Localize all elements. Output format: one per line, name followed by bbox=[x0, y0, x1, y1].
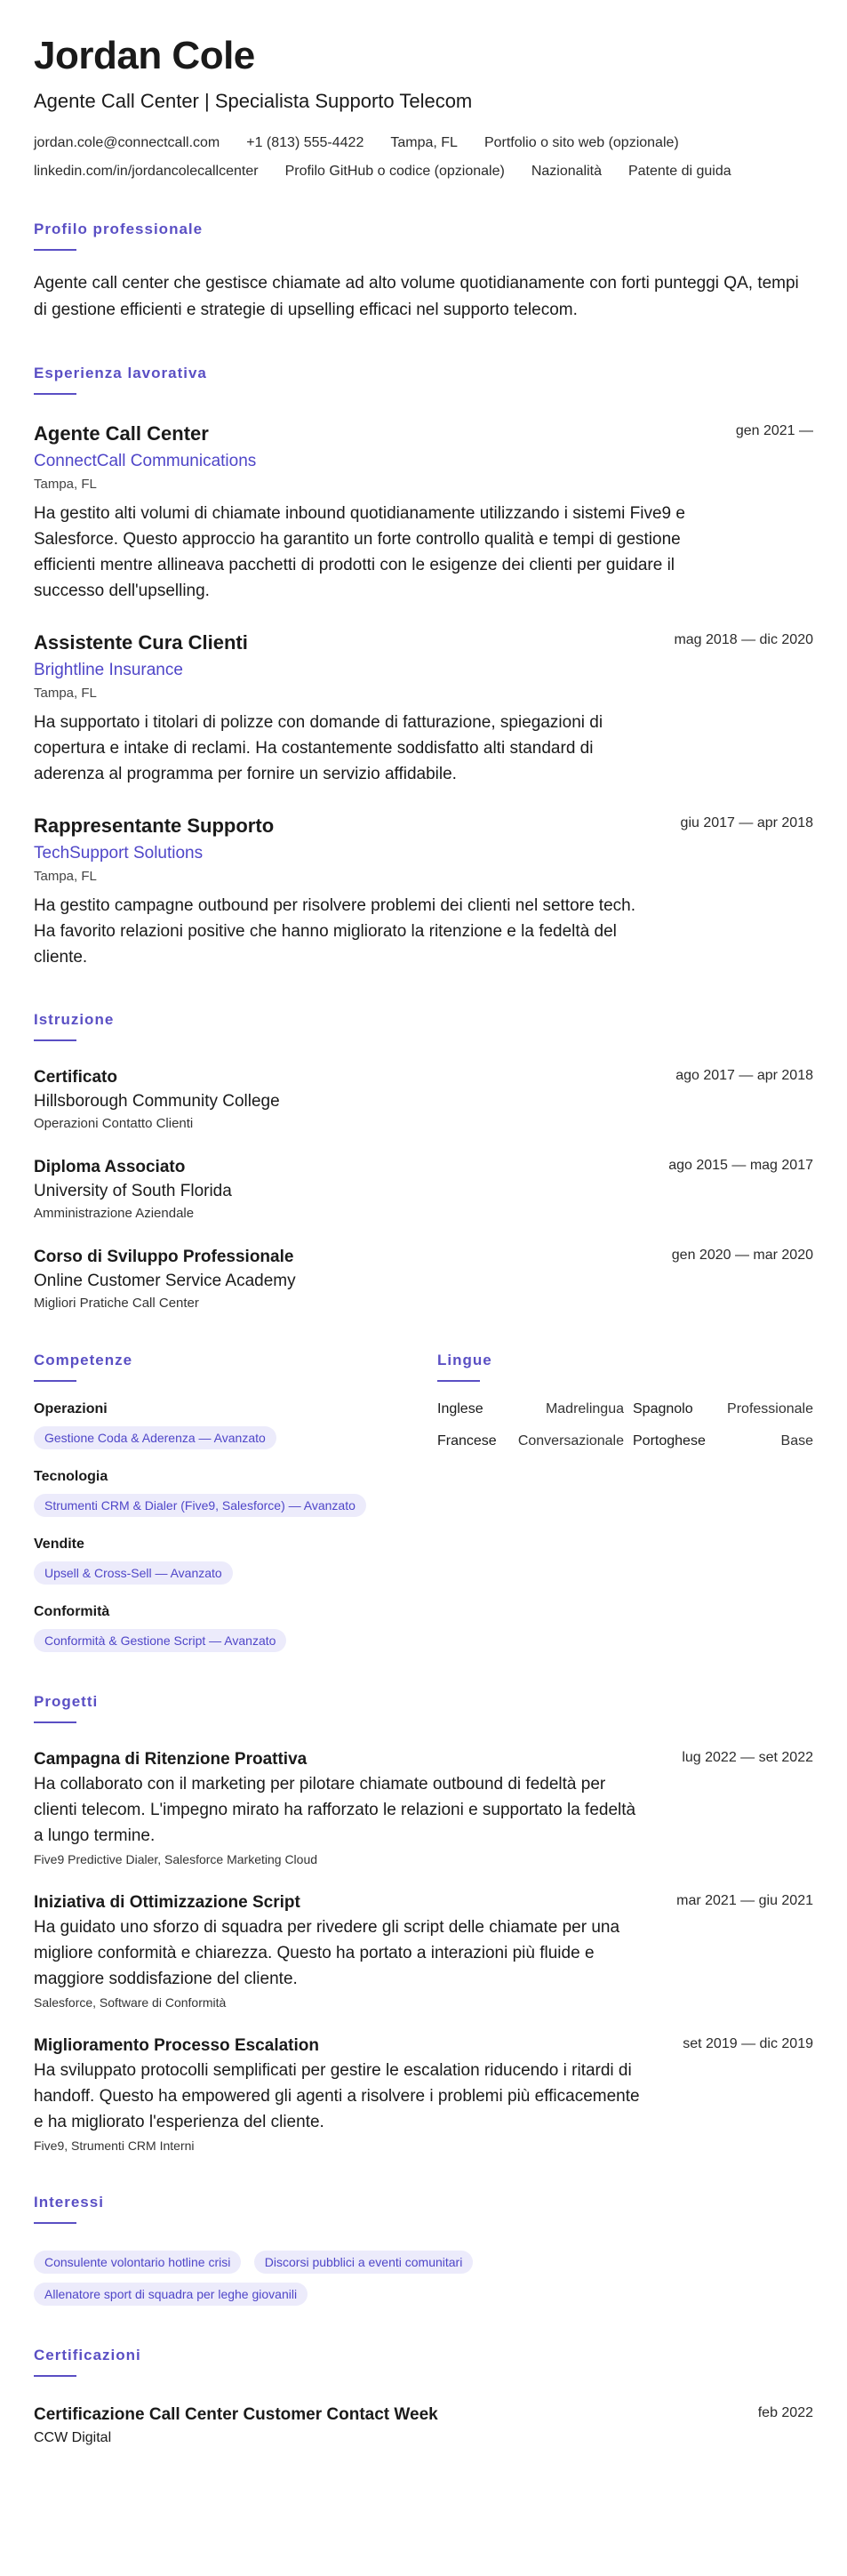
job-location: Tampa, FL bbox=[34, 869, 97, 884]
degree: Diploma Associato bbox=[34, 1158, 186, 1176]
language-level: Base bbox=[780, 1433, 813, 1448]
job-description: Ha supportato i titolari di polizze con domande di fatturazione, spiegazioni di copertura e intake di reclami. Ha costantemente soddisfatto alti standard di aderenza al programma per fornire un servizio affidabile. bbox=[34, 713, 603, 783]
education-item bbox=[34, 1066, 813, 1131]
company-name: ConnectCall Communications bbox=[34, 452, 257, 470]
project-name: Miglioramento Processo Escalation bbox=[34, 2036, 319, 2055]
interest-pill: Consulente volontario hotline crisi bbox=[34, 2251, 241, 2274]
section-title: Esperienza lavorativa bbox=[34, 365, 207, 381]
school: Online Customer Service Academy bbox=[34, 1272, 296, 1290]
section-divider bbox=[34, 2375, 76, 2377]
experience-date: giu 2017 — apr 2018 bbox=[680, 815, 813, 831]
language-name: Portoghese bbox=[633, 1433, 706, 1448]
skill-pill: Conformità & Gestione Script — Avanzato bbox=[34, 1629, 286, 1652]
project-item bbox=[34, 1891, 813, 2010]
contact-portfolio[interactable]: Portfolio o sito web (opzionale) bbox=[483, 135, 679, 150]
field-of-study: Amministrazione Aziendale bbox=[34, 1206, 195, 1221]
skill-pill: Strumenti CRM & Dialer (Five9, Salesforce) — Avanzato bbox=[34, 1494, 366, 1517]
contact-linkedin[interactable]: linkedin.com/in/jordancolecallcenter bbox=[34, 164, 259, 179]
experience-item bbox=[34, 421, 813, 604]
contact-phone[interactable]: +1 (813) 555-4422 bbox=[246, 135, 364, 150]
section-title: Lingue bbox=[437, 1352, 492, 1368]
contact-list bbox=[34, 135, 813, 180]
contact-driving-license: Patente di guida bbox=[627, 164, 731, 179]
skill-group bbox=[34, 1469, 437, 1517]
project-date: mar 2021 — giu 2021 bbox=[676, 1893, 813, 1908]
project-description: Ha collaborato con il marketing per pilotare chiamate outbound di fedeltà per clienti telecom. L'impegno mirato ha rafforzato le relazioni e supportato la fedeltà a lungo termine. bbox=[34, 1775, 636, 1845]
certification-name: Certificazione Call Center Customer Contact Week bbox=[34, 2405, 438, 2424]
language-name: Inglese bbox=[437, 1401, 483, 1416]
language-level: Professionale bbox=[727, 1401, 813, 1416]
education-date: gen 2020 — mar 2020 bbox=[671, 1248, 813, 1263]
summary-section bbox=[34, 221, 813, 324]
section-divider bbox=[34, 1721, 76, 1723]
skill-pill: Upsell & Cross-Sell — Avanzato bbox=[34, 1561, 233, 1585]
project-tech: Salesforce, Software di Conformità bbox=[34, 1995, 227, 2010]
certification-issuer: CCW Digital bbox=[34, 2430, 112, 2445]
skill-category: Vendite bbox=[34, 1537, 84, 1552]
experience-date: gen 2021 — bbox=[735, 423, 813, 438]
experience-section bbox=[34, 365, 813, 970]
company-name: TechSupport Solutions bbox=[34, 844, 204, 863]
language-name: Francese bbox=[437, 1433, 497, 1448]
skill-group bbox=[34, 1401, 437, 1449]
education-date: ago 2017 — apr 2018 bbox=[675, 1068, 813, 1083]
job-location: Tampa, FL bbox=[34, 477, 97, 492]
section-divider bbox=[34, 1039, 76, 1041]
school: Hillsborough Community College bbox=[34, 1092, 280, 1111]
contact-nationality: Nazionalità bbox=[531, 164, 602, 179]
interest-pill: Discorsi pubblici a eventi comunitari bbox=[254, 2251, 474, 2274]
experience-date: mag 2018 — dic 2020 bbox=[674, 632, 813, 647]
field-of-study: Operazioni Contatto Clienti bbox=[34, 1116, 194, 1131]
language-level: Madrelingua bbox=[545, 1401, 624, 1416]
project-item bbox=[34, 1748, 813, 1866]
certification-item bbox=[34, 2403, 813, 2446]
contact-github[interactable]: Profilo GitHub o codice (opzionale) bbox=[284, 164, 505, 179]
contact-location: Tampa, FL bbox=[390, 135, 458, 150]
projects-section bbox=[34, 1693, 813, 2153]
summary-text: Agente call center che gestisce chiamate ad alto volume quotidianamente con forti punteggi QA, tempi di gestione efficienti e strategie di upselling efficaci nel supporto telecom. bbox=[34, 274, 799, 319]
degree: Corso di Sviluppo Professionale bbox=[34, 1248, 294, 1266]
candidate-name: Jordan Cole bbox=[34, 34, 255, 77]
job-description: Ha gestito campagne outbound per risolvere problemi dei clienti nel settore tech. Ha favorito relazioni positive che hanno migliorato la ritenzione e la fedeltà del cliente. bbox=[34, 896, 635, 967]
experience-item bbox=[34, 814, 813, 970]
section-divider bbox=[34, 393, 76, 395]
job-title: Rappresentante Supporto bbox=[34, 815, 275, 837]
skill-category: Tecnologia bbox=[34, 1469, 108, 1484]
languages-section bbox=[437, 1352, 813, 1652]
job-title: Assistente Cura Clienti bbox=[34, 631, 248, 654]
section-title: Profilo professionale bbox=[34, 221, 204, 237]
section-title: Istruzione bbox=[34, 1011, 115, 1028]
section-divider bbox=[34, 1380, 76, 1382]
certification-date: feb 2022 bbox=[757, 2405, 813, 2420]
headline: Agente Call Center | Specialista Supporto Telecom bbox=[34, 90, 473, 112]
project-date: set 2019 — dic 2019 bbox=[683, 2036, 813, 2051]
education-item bbox=[34, 1246, 813, 1311]
section-divider bbox=[34, 2222, 76, 2224]
degree: Certificato bbox=[34, 1068, 117, 1087]
section-title: Competenze bbox=[34, 1352, 133, 1368]
education-section bbox=[34, 1011, 813, 1311]
education-item bbox=[34, 1156, 813, 1221]
project-item bbox=[34, 2034, 813, 2153]
job-title: Agente Call Center bbox=[34, 422, 209, 445]
project-tech: Five9 Predictive Dialer, Salesforce Marketing Cloud bbox=[34, 1852, 318, 1866]
field-of-study: Migliori Pratiche Call Center bbox=[34, 1296, 199, 1311]
certifications-section bbox=[34, 2347, 813, 2446]
company-name: Brightline Insurance bbox=[34, 661, 183, 679]
language-list bbox=[437, 1401, 813, 1449]
interest-list bbox=[34, 2242, 567, 2306]
education-date: ago 2015 — mag 2017 bbox=[668, 1158, 813, 1173]
skill-category: Operazioni bbox=[34, 1401, 108, 1416]
project-description: Ha guidato uno sforzo di squadra per rivedere gli script delle chiamate per una migliore conformità e chiarezza. Questo ha portato a interazioni più fluide e maggiore soddisfazione del cliente. bbox=[34, 1918, 620, 1988]
section-title: Interessi bbox=[34, 2194, 104, 2211]
project-date: lug 2022 — set 2022 bbox=[682, 1750, 813, 1765]
language-level: Conversazionale bbox=[517, 1433, 624, 1448]
project-name: Campagna di Ritenzione Proattiva bbox=[34, 1750, 308, 1769]
school: University of South Florida bbox=[34, 1182, 232, 1200]
experience-item bbox=[34, 630, 813, 787]
language-name: Spagnolo bbox=[633, 1401, 693, 1416]
job-description: Ha gestito alti volumi di chiamate inbound quotidianamente utilizzando i sistemi Five9 e Salesforce. Questo approccio ha garantito un forte controllo qualità e tempi di gestione efficienti mentre allineava pacchetti di prodotti con le esigenze dei clienti per guidare il successo dell'upselling. bbox=[34, 504, 685, 600]
section-title: Certificazioni bbox=[34, 2347, 141, 2363]
project-tech: Five9, Strumenti CRM Interni bbox=[34, 2139, 195, 2153]
skill-group bbox=[34, 1537, 437, 1585]
project-description: Ha sviluppato protocolli semplificati per gestire le escalation riducendo i ritardi di handoff. Questo ha empowered gli agenti a risolvere i problemi più efficacemente e ha migliorato l'esperienza del cliente. bbox=[34, 2061, 640, 2131]
interests-section bbox=[34, 2194, 813, 2306]
job-location: Tampa, FL bbox=[34, 686, 97, 701]
section-title: Progetti bbox=[34, 1693, 99, 1710]
contact-email[interactable]: jordan.cole@connectcall.com bbox=[34, 135, 220, 150]
skills-section bbox=[34, 1352, 437, 1652]
section-divider bbox=[437, 1380, 480, 1382]
skills-languages-row bbox=[34, 1352, 813, 1652]
skill-group bbox=[34, 1604, 437, 1652]
skill-category: Conformità bbox=[34, 1604, 110, 1619]
interest-pill: Allenatore sport di squadra per leghe giovanili bbox=[34, 2283, 308, 2306]
section-divider bbox=[34, 249, 76, 251]
skill-pill: Gestione Coda & Aderenza — Avanzato bbox=[34, 1426, 276, 1449]
project-name: Iniziativa di Ottimizzazione Script bbox=[34, 1893, 300, 1912]
